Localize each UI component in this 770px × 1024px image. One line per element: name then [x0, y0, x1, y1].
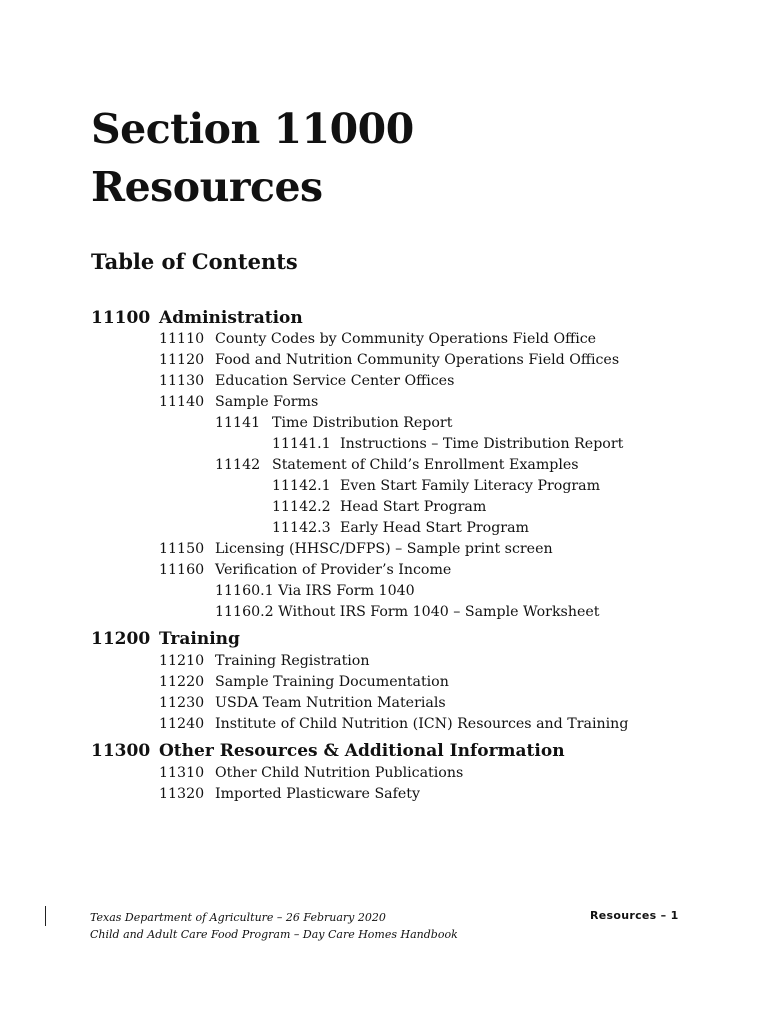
toc-number: 11320 — [159, 786, 205, 802]
toc-title: 11160.2 Without IRS Form 1040 – Sample Worksheet — [215, 604, 600, 620]
toc-title: Training — [159, 629, 240, 649]
toc-title: Education Service Center Offices — [215, 373, 455, 389]
toc-title: Other Child Nutrition Publications — [215, 765, 464, 781]
toc-number: 11160 — [159, 562, 205, 578]
toc-number: 11142 — [215, 457, 261, 473]
page-number: Resources – 1 — [590, 909, 679, 922]
toc-title: Head Start Program — [340, 499, 487, 515]
toc-number: 11150 — [159, 541, 205, 557]
toc-number: 11142.2 — [272, 499, 331, 515]
toc-number: 11110 — [159, 331, 205, 347]
toc-title: Imported Plasticware Safety — [215, 786, 420, 802]
toc-number: 11130 — [159, 373, 205, 389]
toc-title: County Codes by Community Operations Field Office — [215, 331, 597, 347]
toc-title: Other Resources & Additional Information — [159, 741, 565, 761]
toc-title: Training Registration — [215, 653, 370, 669]
margin-change-bar — [45, 906, 46, 926]
toc-title: Verification of Provider’s Income — [215, 562, 452, 578]
toc-title: Administration — [159, 308, 303, 328]
footer-line-2: Child and Adult Care Food Program – Day Care Homes Handbook — [90, 928, 458, 941]
toc-title: Licensing (HHSC/DFPS) – Sample print screen — [215, 541, 553, 557]
toc-title: Institute of Child Nutrition (ICN) Resources and Training — [215, 716, 629, 732]
toc-number: 11300 — [91, 741, 151, 761]
toc-title: Time Distribution Report — [272, 415, 453, 431]
page-title — [91, 100, 414, 216]
toc-number: 11220 — [159, 674, 205, 690]
title-line-2: Resources — [91, 163, 323, 211]
toc-number: 11310 — [159, 765, 205, 781]
toc-number: 11240 — [159, 716, 205, 732]
toc-number: 11140 — [159, 394, 205, 410]
toc-title: Even Start Family Literacy Program — [340, 478, 601, 494]
toc-number: 11141.1 — [272, 436, 331, 452]
toc-number: 11200 — [91, 629, 151, 649]
toc-number: 11100 — [91, 308, 151, 328]
footer-line-1: Texas Department of Agriculture – 26 February 2020 — [90, 911, 386, 924]
toc-number: 11142.3 — [272, 520, 331, 536]
toc-heading: Table of Contents — [91, 249, 298, 274]
footer-info — [90, 909, 458, 943]
title-line-1: Section 11000 — [91, 105, 414, 153]
toc-number: 11142.1 — [272, 478, 331, 494]
toc-title: USDA Team Nutrition Materials — [215, 695, 446, 711]
toc-title: Statement of Child’s Enrollment Examples — [272, 457, 579, 473]
toc-number: 11210 — [159, 653, 205, 669]
toc-title: Instructions – Time Distribution Report — [340, 436, 624, 452]
toc-title: Sample Forms — [215, 394, 319, 410]
toc-title: Early Head Start Program — [340, 520, 529, 536]
toc-number: 11230 — [159, 695, 205, 711]
toc-number: 11141 — [215, 415, 261, 431]
toc-number: 11120 — [159, 352, 205, 368]
toc-title: Food and Nutrition Community Operations Field Offices — [215, 352, 620, 368]
toc-title: 11160.1 Via IRS Form 1040 — [215, 583, 415, 599]
toc-title: Sample Training Documentation — [215, 674, 449, 690]
